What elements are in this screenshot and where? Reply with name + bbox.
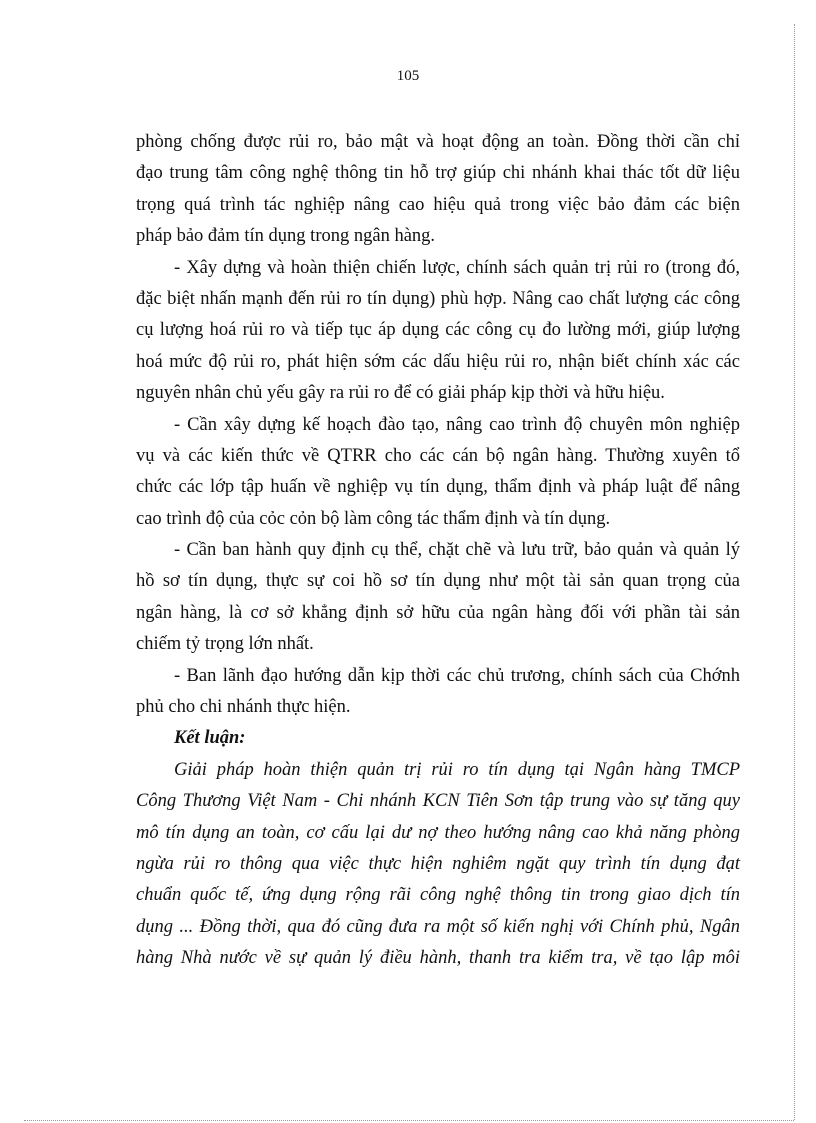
text-line: hoá mức độ rủi ro, phát hiện sớm các dấu hiệu rủi ro, nhận biết chính xác các bbox=[136, 351, 740, 372]
paragraph-training bbox=[136, 410, 740, 536]
conclusion-heading: Kết luận: bbox=[174, 728, 246, 749]
text-line: chức các lớp tập huấn về nghiệp vụ tín dụng, thẩm định và pháp luật để nâng bbox=[136, 477, 740, 498]
text-line: chuẩn quốc tế, ứng dụng rộng rãi công nghệ thông tin trong giao dịch tín bbox=[136, 885, 740, 906]
text-line: trọng quá trình tác nghiệp nâng cao hiệu quả trong việc bảo đảm các biện bbox=[136, 194, 740, 215]
text-line: hồ sơ tín dụng, thực sự coi hồ sơ tín dụng như một tài sản quan trọng của bbox=[136, 571, 740, 592]
text-line: vụ và các kiến thức về QTRR cho các cán bộ ngân hàng. Thường xuyên tổ bbox=[136, 445, 740, 466]
paragraph-leadership bbox=[136, 661, 740, 724]
text-line: Công Thương Việt Nam - Chi nhánh KCN Tiên Sơn tập trung vào sự tăng quy bbox=[136, 791, 740, 812]
text-line: Giải pháp hoàn thiện quản trị rủi ro tín dụng tại Ngân hàng TMCP bbox=[174, 759, 740, 780]
text-line: hàng Nhà nước về sự quản lý điều hành, thanh tra kiểm tra, về tạo lập môi bbox=[136, 948, 740, 969]
text-line: - Cần xây dựng kế hoạch đào tạo, nâng cao trình độ chuyên môn nghiệp bbox=[174, 414, 740, 435]
text-line: ngân hàng, là cơ sở khẳng định sở hữu của ngân hàng đối với phần tài sản bbox=[136, 602, 740, 623]
paragraph-risk-strategy bbox=[136, 253, 740, 410]
text-line: - Ban lãnh đạo hướng dẫn kịp thời các chủ trương, chính sách của Chớnh bbox=[174, 665, 740, 686]
text-line: cao trình độ của cỏc cỏn bộ làm công tác thẩm định và tín dụng. bbox=[136, 508, 611, 529]
text-line: cụ lượng hoá rủi ro và tiếp tục áp dụng các công cụ đo lường mới, giúp lượng bbox=[136, 320, 740, 341]
text-line: ngừa rủi ro thông qua việc thực hiện nghiêm ngặt quy trình tín dụng đạt bbox=[136, 853, 740, 874]
text-line: phủ cho chi nhánh thực hiện. bbox=[136, 697, 351, 718]
text-line: nguyên nhân chủ yếu gây ra rủi ro để có giải pháp kịp thời và hữu hiệu. bbox=[136, 383, 665, 404]
text-line: - Cần ban hành quy định cụ thể, chặt chẽ và lưu trữ, bảo quản và quản lý bbox=[174, 540, 740, 561]
conclusion-paragraph bbox=[136, 755, 740, 975]
text-line: chiếm tỷ trọng lớn nhất. bbox=[136, 634, 314, 655]
text-line: - Xây dựng và hoàn thiện chiến lược, chính sách quản trị rủi ro (trong đó, bbox=[174, 257, 740, 278]
page-number: 105 bbox=[396, 68, 420, 84]
text-line: đạo trung tâm công nghệ thông tin hỗ trợ giúp chi nhánh khai thác tốt dữ liệu bbox=[136, 163, 740, 184]
text-line: đặc biệt nhấn mạnh đến rủi ro tín dụng) phù hợp. Nâng cao chất lượng các công bbox=[136, 288, 740, 309]
paragraph-continued bbox=[136, 127, 740, 253]
page-border-right bbox=[794, 24, 795, 1120]
text-line: dụng ... Đồng thời, qua đó cũng đưa ra một số kiến nghị với Chính phủ, Ngân bbox=[136, 916, 740, 937]
paragraph-credit-records bbox=[136, 535, 740, 661]
text-line: pháp bảo đảm tín dụng trong ngân hàng. bbox=[136, 226, 436, 247]
text-line: mô tín dụng an toàn, cơ cấu lại dư nợ theo hướng nâng cao khả năng phòng bbox=[136, 822, 740, 843]
page-body bbox=[136, 127, 740, 975]
text-line: phòng chống được rủi ro, bảo mật và hoạt động an toàn. Đồng thời cần chỉ bbox=[136, 132, 740, 152]
page-border-bottom bbox=[24, 1120, 794, 1121]
